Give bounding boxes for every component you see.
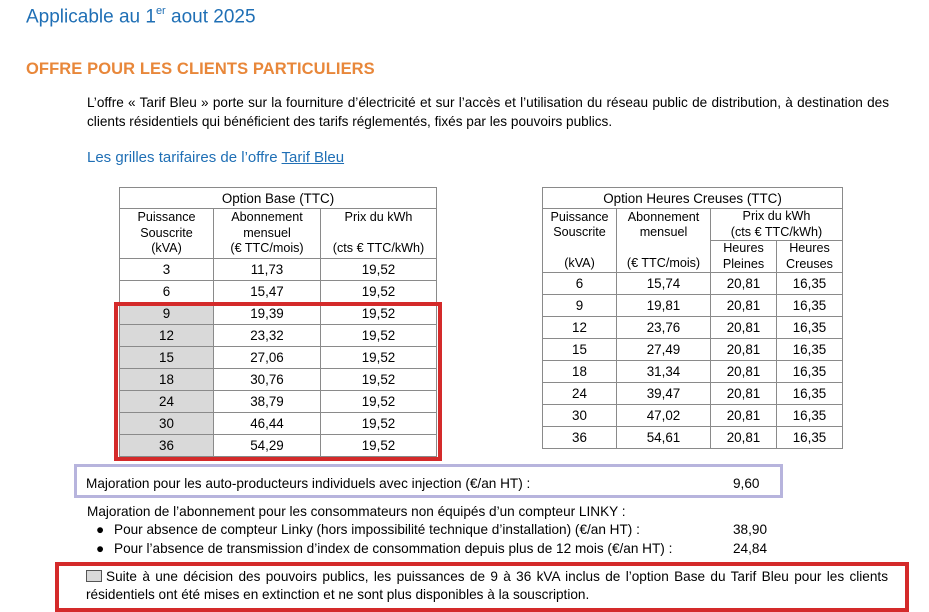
subscription-cell: 30,76 [214, 369, 321, 391]
price-cell: 19,52 [321, 435, 437, 457]
hc-header-subscription: Abonnement mensuel (€ TTC/mois) [617, 209, 711, 273]
offpeak-price-cell: 16,35 [777, 273, 843, 295]
power-cell: 6 [120, 281, 214, 303]
hc-header-power: Puissance Souscrite (kVA) [543, 209, 617, 273]
bullet-icon: ● [96, 541, 105, 556]
power-cell: 6 [543, 273, 617, 295]
price-cell: 19,52 [321, 347, 437, 369]
subscription-cell: 54,29 [214, 435, 321, 457]
price-cell: 19,52 [321, 325, 437, 347]
bullet-icon: ● [96, 522, 105, 537]
tarif-bleu-link[interactable]: Tarif Bleu [281, 149, 345, 166]
subscription-cell: 19,81 [617, 295, 711, 317]
price-cell: 19,52 [321, 391, 437, 413]
table-row [543, 317, 843, 339]
extinction-note: Suite à une décision des pouvoirs publics, les puissances de 9 à 36 kVA inclus de l’option Base du Tarif Bleu pour les clients résidentiels ont été mises en extinction et ne sont plus disponibles à la souscription. [86, 569, 888, 602]
subscription-cell: 38,79 [214, 391, 321, 413]
power-cell: 30 [120, 413, 214, 435]
power-cell: 15 [120, 347, 214, 369]
table-row [543, 295, 843, 317]
hc-header-offpeak: Heures Creuses [777, 241, 843, 273]
power-cell: 24 [543, 383, 617, 405]
hc-header-price: Prix du kWh (cts € TTC/kWh) [711, 209, 843, 241]
grids-heading: Les grilles tarifaires de l’offre Tarif Bleu [87, 149, 345, 166]
price-cell: 19,52 [321, 413, 437, 435]
power-cell: 12 [543, 317, 617, 339]
base-header-price: Prix du kWh (cts € TTC/kWh) [321, 209, 437, 259]
table-row [120, 281, 437, 303]
hc-header-peak: Heures Pleines [711, 241, 777, 273]
subscription-cell: 46,44 [214, 413, 321, 435]
table-row [543, 361, 843, 383]
base-header-subscription: Abonnement mensuel (€ TTC/mois) [214, 209, 321, 259]
table-row [120, 259, 437, 281]
subscription-cell: 19,39 [214, 303, 321, 325]
peak-price-cell: 20,81 [711, 339, 777, 361]
power-cell: 36 [543, 427, 617, 449]
majoration-auto-label: Majoration pour les auto-producteurs individuels avec injection (€/an HT) : [86, 476, 531, 491]
subscription-cell: 23,32 [214, 325, 321, 347]
power-cell: 24 [120, 391, 214, 413]
table-row [543, 427, 843, 449]
peak-price-cell: 20,81 [711, 427, 777, 449]
peak-price-cell: 20,81 [711, 295, 777, 317]
offpeak-price-cell: 16,35 [777, 317, 843, 339]
price-cell: 19,52 [321, 259, 437, 281]
peak-price-cell: 20,81 [711, 273, 777, 295]
intro-paragraph: L’offre « Tarif Bleu » porte sur la fourniture d’électricité et sur l’accès et l’utilisation du réseau public de distribution, à destination des clients résidentiels qui bénéficient des tarifs réglementés, fixés par les pouvoirs publics. [87, 95, 889, 129]
price-cell: 19,52 [321, 369, 437, 391]
subscription-cell: 39,47 [617, 383, 711, 405]
offpeak-price-cell: 16,35 [777, 295, 843, 317]
power-cell: 18 [120, 369, 214, 391]
subscription-cell: 11,73 [214, 259, 321, 281]
subscription-cell: 27,49 [617, 339, 711, 361]
table-row [543, 405, 843, 427]
subscription-cell: 47,02 [617, 405, 711, 427]
majoration-linky-label: Majoration de l’abonnement pour les consommateurs non équipés d’un compteur LINKY : [87, 504, 626, 519]
peak-price-cell: 20,81 [711, 383, 777, 405]
price-cell: 19,52 [321, 303, 437, 325]
peak-price-cell: 20,81 [711, 405, 777, 427]
peak-price-cell: 20,81 [711, 361, 777, 383]
hc-table-caption: Option Heures Creuses (TTC) [543, 188, 843, 209]
power-cell: 18 [543, 361, 617, 383]
subscription-cell: 23,76 [617, 317, 711, 339]
linky-item-2-value: 24,84 [733, 541, 768, 556]
table-row [543, 273, 843, 295]
offpeak-price-cell: 16,35 [777, 361, 843, 383]
power-cell: 3 [120, 259, 214, 281]
heures-creuses-table [542, 187, 843, 449]
majoration-auto-value: 9,60 [733, 476, 760, 491]
offpeak-price-cell: 16,35 [777, 427, 843, 449]
table-row [543, 383, 843, 405]
subscription-cell: 15,74 [617, 273, 711, 295]
power-cell: 30 [543, 405, 617, 427]
base-table-caption: Option Base (TTC) [120, 188, 437, 209]
subscription-cell: 15,47 [214, 281, 321, 303]
subscription-cell: 27,06 [214, 347, 321, 369]
offpeak-price-cell: 16,35 [777, 339, 843, 361]
power-cell: 9 [543, 295, 617, 317]
page-title: Applicable au 1er aout 2025 [26, 5, 256, 28]
price-cell: 19,52 [321, 281, 437, 303]
peak-price-cell: 20,81 [711, 317, 777, 339]
section-title: OFFRE POUR LES CLIENTS PARTICULIERS [26, 60, 375, 78]
offpeak-price-cell: 16,35 [777, 383, 843, 405]
power-cell: 15 [543, 339, 617, 361]
power-cell: 9 [120, 303, 214, 325]
base-header-power: Puissance Souscrite (kVA) [120, 209, 214, 259]
power-cell: 36 [120, 435, 214, 457]
gray-legend-swatch [86, 570, 102, 582]
offpeak-price-cell: 16,35 [777, 405, 843, 427]
extinct-rows-highlight [114, 302, 442, 461]
power-cell: 12 [120, 325, 214, 347]
linky-item-1-value: 38,90 [733, 522, 768, 537]
table-row [543, 339, 843, 361]
subscription-cell: 31,34 [617, 361, 711, 383]
subscription-cell: 54,61 [617, 427, 711, 449]
